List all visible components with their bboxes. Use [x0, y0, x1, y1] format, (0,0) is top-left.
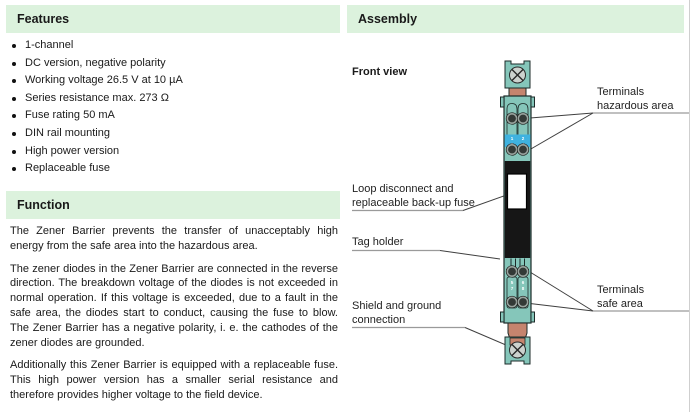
assembly-section-header [347, 5, 684, 33]
svg-text:5: 5 [510, 280, 514, 285]
function-title: Function [17, 198, 70, 212]
list-item: DIN rail mounting [8, 125, 338, 143]
device-diagram [460, 50, 590, 380]
list-item: Working voltage 26.5 V at 10 µA [8, 72, 338, 90]
callout-line: Terminals [597, 86, 645, 98]
list-item: High power version [8, 143, 338, 161]
fuse-window [508, 174, 527, 209]
callout-line: Shield and ground [352, 300, 442, 312]
svg-text:1: 1 [510, 136, 514, 141]
callout-line: replaceable back-up fuse [352, 196, 475, 209]
list-item: 1-channel [8, 37, 338, 55]
callout-terminals-safe [597, 284, 644, 311]
function-paragraph: The Zener Barrier prevents the transfer of unacceptably high energy from the safe area into the hazardous area. [10, 225, 338, 252]
top-screw-icon [510, 67, 526, 83]
assembly-title: Assembly [358, 12, 418, 26]
svg-text:7: 7 [510, 286, 514, 291]
callout-line: Terminals [597, 284, 645, 296]
callout-line: connection [352, 313, 406, 326]
callout-tag-holder [352, 236, 403, 250]
callout-shield-ground [352, 300, 441, 327]
svg-text:8: 8 [521, 286, 525, 291]
features-list [8, 37, 338, 178]
list-item: Replaceable fuse [8, 160, 338, 178]
features-section-header [6, 5, 340, 33]
ground-screw-icon [510, 342, 526, 358]
svg-text:6: 6 [521, 280, 525, 285]
callout-loop-disconnect [352, 183, 475, 210]
callout-line: Loop disconnect and [352, 183, 454, 195]
list-item: Fuse rating 50 mA [8, 107, 338, 125]
svg-text:2: 2 [521, 136, 525, 141]
callout-line: Tag holder [352, 236, 404, 248]
front-view-label: Front view [352, 66, 408, 78]
function-body [10, 224, 338, 411]
function-paragraph: Additionally this Zener Barrier is equipped with a replaceable fuse. This high power version has a smaller serial resistance and therefore provides higher voltage to the field device. [10, 359, 338, 401]
callout-terminals-hazardous [597, 86, 673, 113]
features-title: Features [17, 12, 70, 26]
callout-line: safe area [597, 297, 643, 310]
function-section-header [6, 191, 340, 219]
callout-line: hazardous area [597, 99, 674, 112]
list-item: Series resistance max. 273 Ω [8, 90, 338, 108]
function-paragraph: The zener diodes in the Zener Barrier are connected in the reverse direction. The breakdown voltage of the diodes is not exceeded in normal operation. If this voltage is exceeded, due to a fault in the safe area, the diodes start to conduct, causing the fuse to blow. The Zener Barrier has a negative polarity, i. e. the cathodes of the zener diodes are grounded. [10, 262, 338, 349]
list-item: DC version, negative polarity [8, 55, 338, 73]
